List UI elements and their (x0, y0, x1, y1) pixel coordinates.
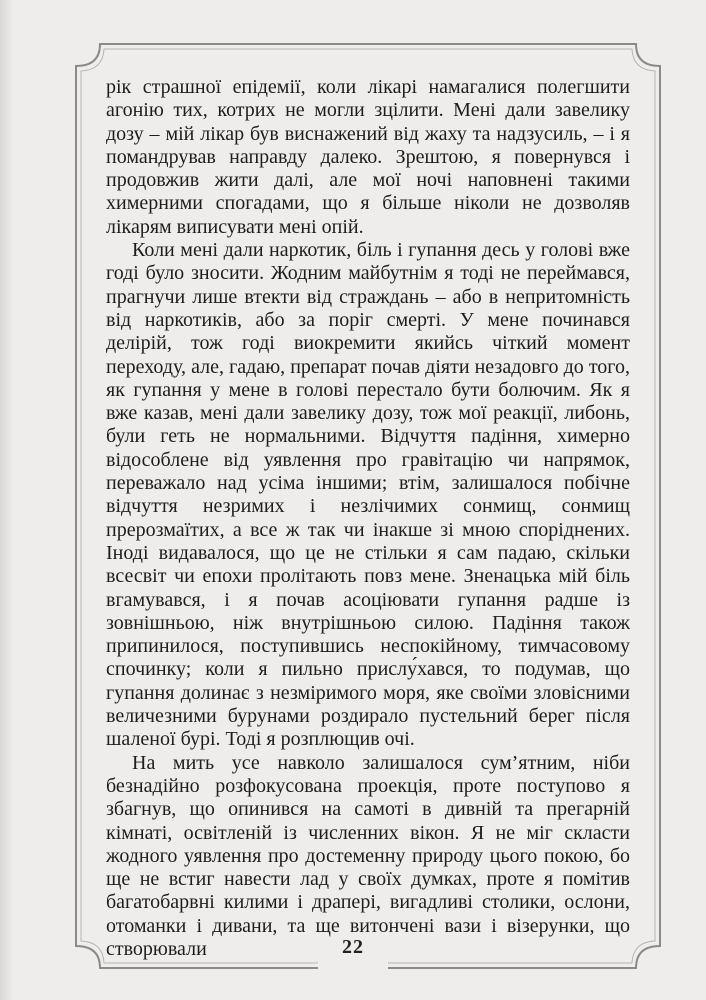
page-number: 22 (342, 936, 364, 958)
paragraph-1: рік страшної епідемії, коли лікарі намагалися полегшити агонію тих, котрих не могли зцілити. Мені дали завелику дозу – мій лікар був виснажений від жаху та надзусиль, – і я помандрував направду далеко. Зрештою, я повернувся і продовжив жити далі, але мої ночі наповнені такими химерними спогадами, що я більше ніколи не дозволяв лікарям виписувати мені опій. (106, 76, 630, 238)
paragraph-2: Коли мені дали наркотик, біль і гупання десь у голові вже годі було зносити. Жодним майбутнім я тоді не переймався, прагнучи лише втекти від страждань – або в непритомність від наркотиків, або за поріг смерті. У мене починався делірій, тож годі виокремити якийсь чіткий момент переходу, але, гадаю, препарат почав діяти незадовго до того, як гупання у мене в голові перестало бути болючим. Як я вже казав, мені дали завелику дозу, тож мої реакції, либонь, були геть не нормальними. Відчуття падіння, химерно відособлене від уявлення про гравітацію чи напрямок, переважало над усіма іншими; втім, залишалося побічне відчуття незримих і незлічимих сонмищ, сонмищ прерозмаїтих, а все ж так чи інакше зі мною споріднених. Іноді видавалося, що це не стільки я сам падаю, скільки всесвіт чи епохи пролітають повз мене. Зненацька мій біль вгамувався, і я почав асоціювати гупання радше із зовнішньою, ніж внутрішньою силою. Падіння також припинилося, поступившись неспокійному, тимчасовому спочинку; коли я пильно прислу́хався, то подумав, що гупання долинає з незміримого моря, яке своїми зловісними величезними бурунами роздирало пустельний берег після шаленої бурі. Тоді я розплющив очі. (106, 239, 630, 751)
body-text (106, 76, 630, 961)
paragraph-3: На мить усе навколо залишалося сум’ятним, ніби безнадійно розфокусована проекція, проте поступово я збагнув, що опинився на самоті в дивній та прегарній кімнаті, освітленій із численних вікон. Я не міг скласти жодного уявлення про достеменну природу цього покою, бо ще не встиг навести лад у своїх думках, проте я помітив багатобарвні килими і драпері, вигадливі столики, ослони, отоманки і дивани, та ще витончені вази і візерунки, що створювали (106, 751, 630, 960)
